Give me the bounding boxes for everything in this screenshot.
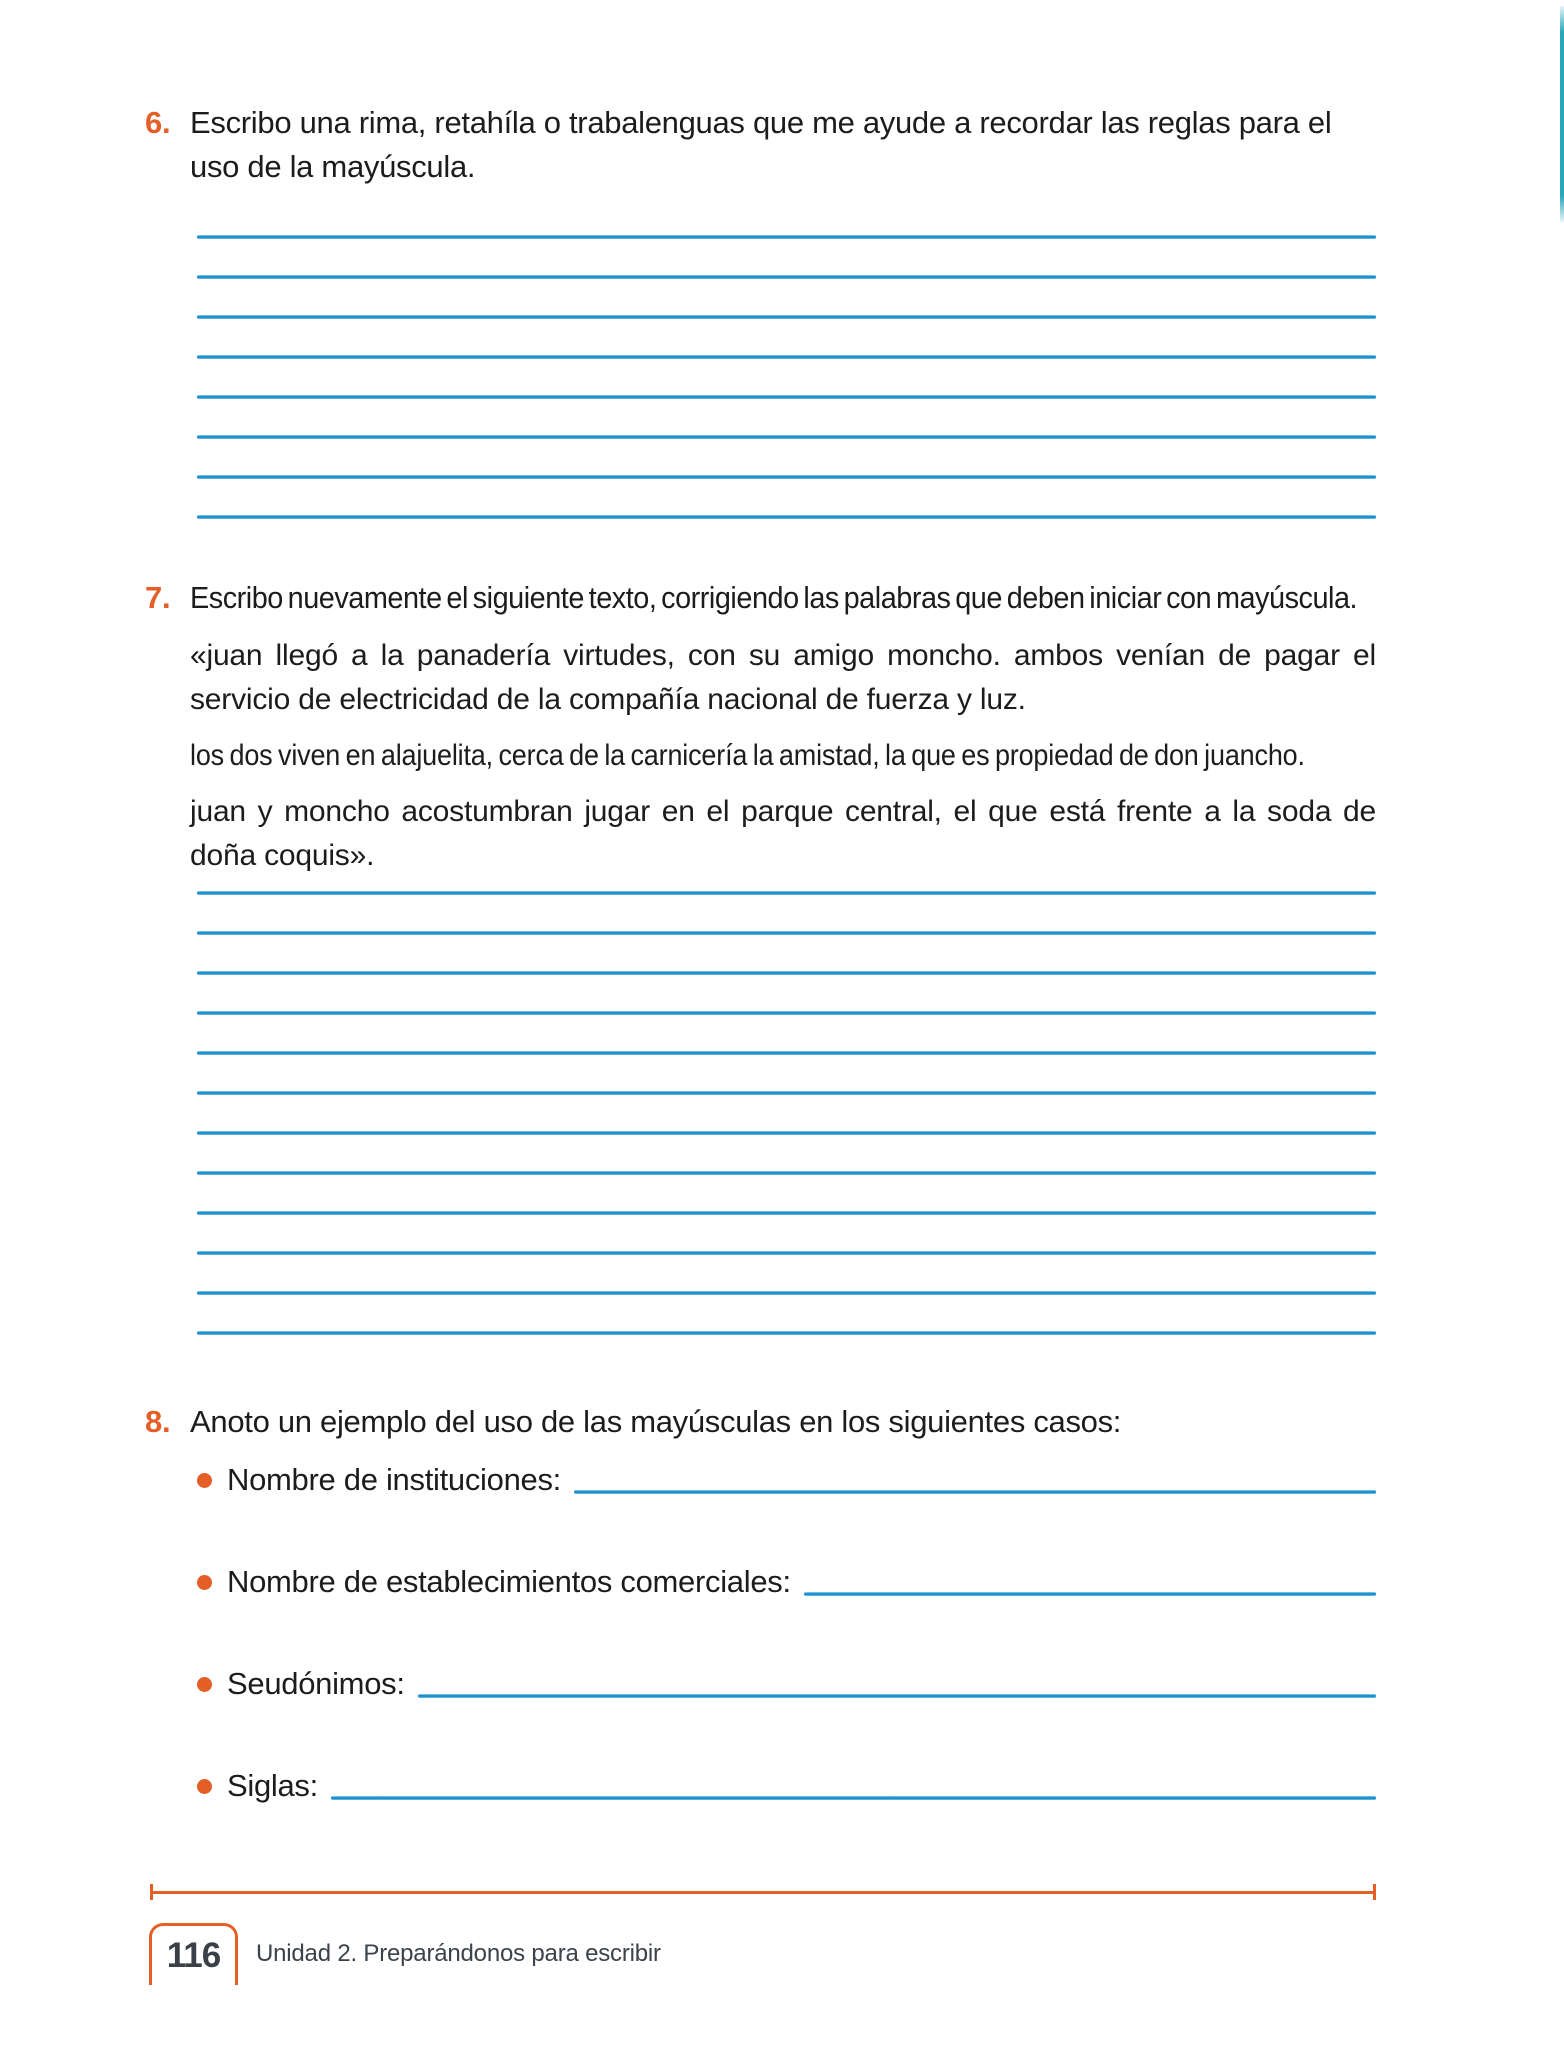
- answer-line[interactable]: [197, 1211, 1376, 1215]
- example-row: [197, 1662, 1376, 1706]
- example-answer-line[interactable]: [331, 1796, 1376, 1800]
- answer-line[interactable]: [197, 315, 1376, 319]
- bullet-icon: [197, 1779, 212, 1794]
- exercise-8: [145, 1400, 1376, 1808]
- exercise-6-heading: [145, 101, 1376, 189]
- exercise-8-prompt: Anoto un ejemplo del uso de las mayúsculas en los siguientes casos:: [190, 1404, 1122, 1439]
- exercise-8-number: 8.: [145, 1404, 171, 1439]
- answer-line[interactable]: [197, 515, 1376, 519]
- bullet-icon: [197, 1473, 212, 1488]
- bullet-icon: [197, 1677, 212, 1692]
- exercise-8-heading: [145, 1400, 1376, 1444]
- exercise-6-number: 6.: [145, 105, 171, 140]
- rule-left-tick: [150, 1884, 153, 1900]
- chapter-title: Unidad 2. Preparándonos para escribir: [256, 1940, 661, 1967]
- exercise-7-answer-lines[interactable]: [197, 891, 1376, 1335]
- answer-line[interactable]: [197, 1331, 1376, 1335]
- answer-line[interactable]: [197, 1291, 1376, 1295]
- answer-line[interactable]: [197, 435, 1376, 439]
- example-answer-line[interactable]: [804, 1592, 1376, 1596]
- answer-line[interactable]: [197, 355, 1376, 359]
- example-answer-line[interactable]: [418, 1694, 1376, 1698]
- answer-line[interactable]: [197, 971, 1376, 975]
- example-label: Nombre de instituciones:: [227, 1462, 561, 1497]
- exercise-7: [145, 576, 1376, 1371]
- answer-line[interactable]: [197, 1011, 1376, 1015]
- exercise-6-prompt: Escribo una rima, retahíla o trabalenguas que me ayude a recordar las reglas para el uso de la mayúscula.: [190, 105, 1332, 184]
- answer-line[interactable]: [197, 1171, 1376, 1175]
- example-row: [197, 1458, 1376, 1502]
- answer-line[interactable]: [197, 891, 1376, 895]
- answer-line[interactable]: [197, 275, 1376, 279]
- example-row: [197, 1560, 1376, 1604]
- answer-line[interactable]: [197, 1051, 1376, 1055]
- exercise-6: [145, 101, 1376, 555]
- quoted-paragraph: «juan llegó a la panadería virtudes, con su amigo moncho. ambos venían de pagar el servicio de electricidad de la compañía nacional de fuerza y luz.: [190, 639, 1376, 716]
- answer-line[interactable]: [197, 475, 1376, 479]
- exercise-7-heading: [145, 576, 1376, 620]
- exercise-6-answer-lines[interactable]: [197, 235, 1376, 519]
- page-number-box: [149, 1923, 238, 1985]
- quoted-paragraph: juan y moncho acostumbran jugar en el parque central, el que está frente a la soda de doña coquis».: [190, 795, 1376, 872]
- answer-line[interactable]: [197, 235, 1376, 239]
- example-label: Nombre de establecimientos comerciales:: [227, 1564, 791, 1599]
- exercise-7-quoted-text: [190, 634, 1376, 878]
- answer-line[interactable]: [197, 931, 1376, 935]
- example-label: Siglas:: [227, 1768, 318, 1803]
- page-edge-accent: [1560, 6, 1564, 222]
- example-row: [197, 1764, 1376, 1808]
- page-footer: [149, 1923, 661, 1985]
- exercise-8-example-list: [197, 1458, 1376, 1808]
- answer-line[interactable]: [197, 1091, 1376, 1095]
- footer-divider-rule: [150, 1884, 1376, 1900]
- answer-line[interactable]: [197, 395, 1376, 399]
- bullet-icon: [197, 1575, 212, 1590]
- answer-line[interactable]: [197, 1251, 1376, 1255]
- example-label: Seudónimos:: [227, 1666, 405, 1701]
- example-answer-line[interactable]: [574, 1490, 1376, 1494]
- page-number: 116: [166, 1935, 221, 1975]
- rule-right-tick: [1373, 1884, 1376, 1900]
- exercise-7-number: 7.: [145, 580, 171, 615]
- exercise-7-prompt: Escribo nuevamente el siguiente texto, corrigiendo las palabras que deben iniciar con mayúscula.: [190, 580, 1358, 615]
- quoted-paragraph: los dos viven en alajuelita, cerca de la carnicería la amistad, la que es propiedad de don juancho.: [190, 739, 1305, 772]
- answer-line[interactable]: [197, 1131, 1376, 1135]
